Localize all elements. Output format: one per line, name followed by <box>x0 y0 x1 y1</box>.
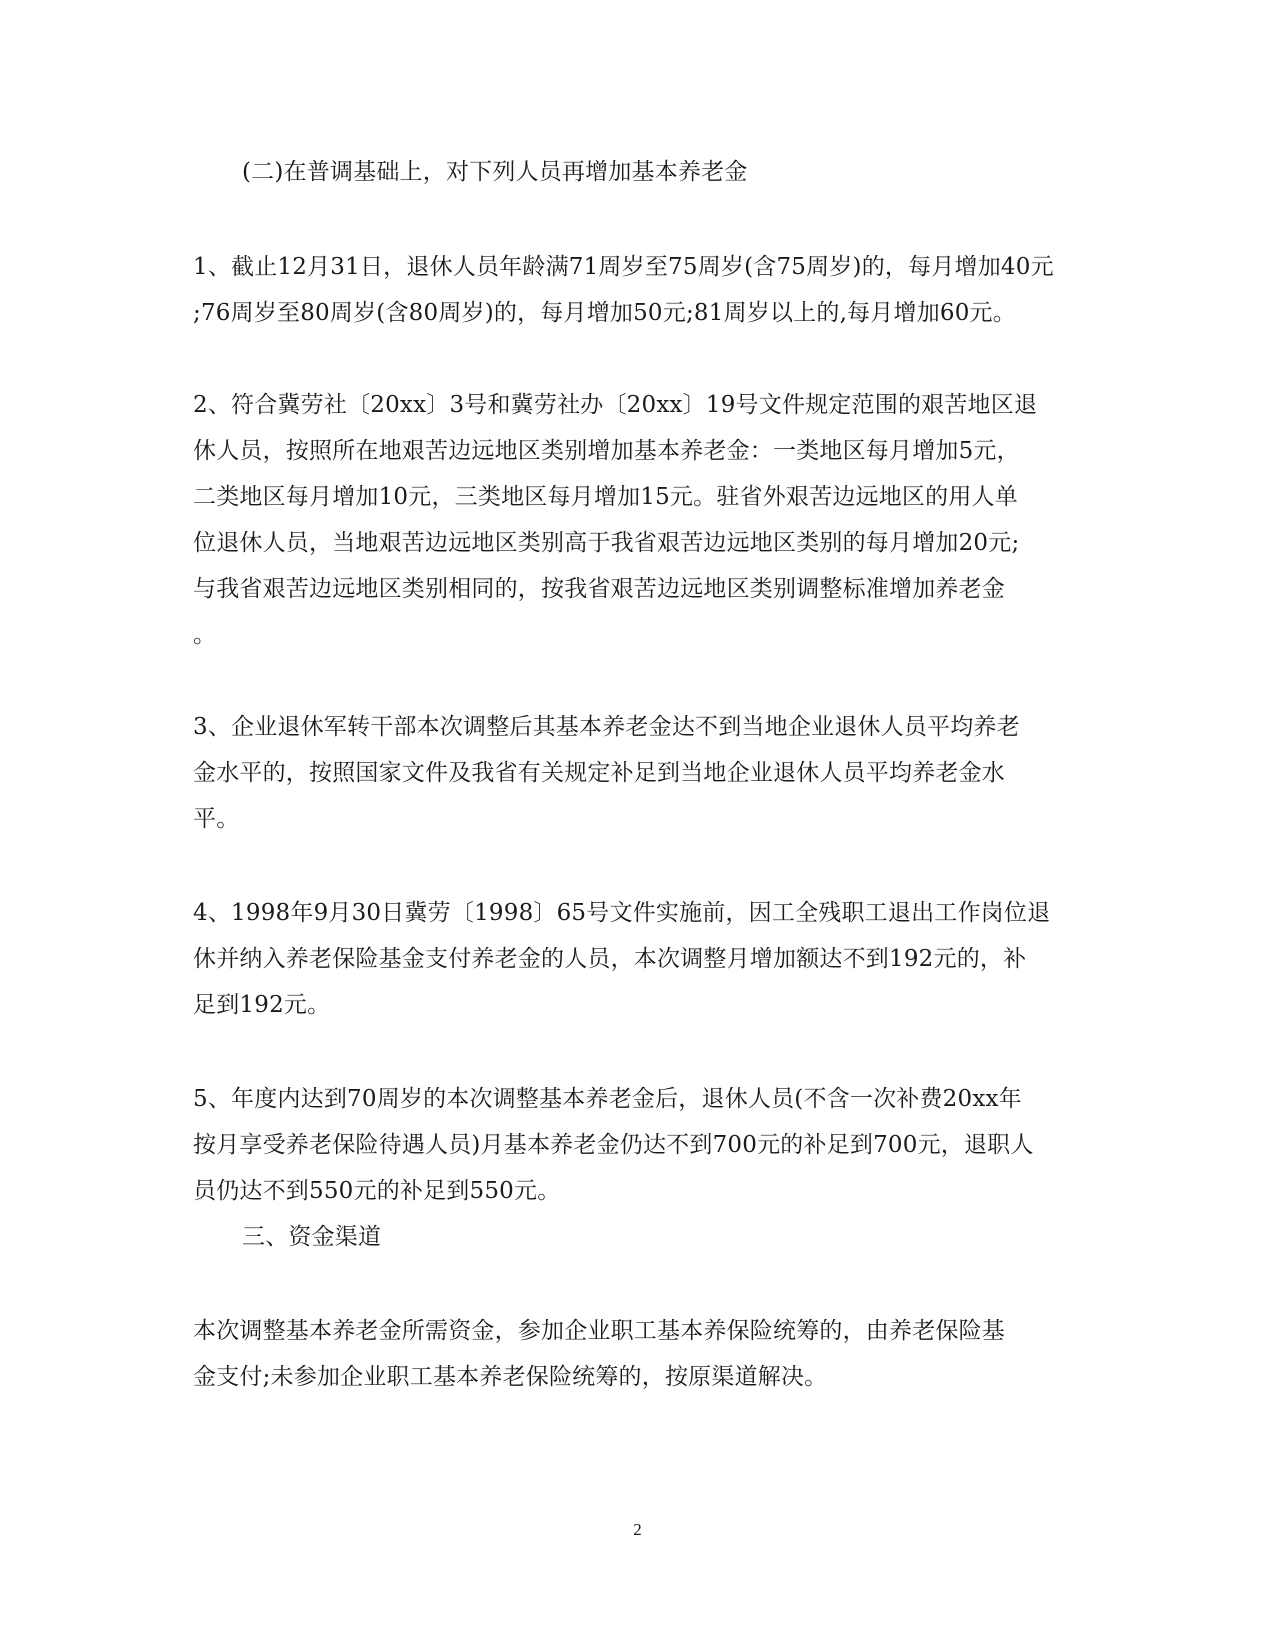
item-2-line-2: 休人员，按照所在地艰苦边远地区类别增加基本养老金：一类地区每月增加5元， <box>193 438 1020 464</box>
item-5-line-3: 员仍达不到550元的补足到550元。 <box>193 1178 561 1204</box>
item-1-line-2: ;76周岁至80周岁(含80周岁)的，每月增加50元;81周岁以上的,每月增加60元。 <box>193 300 1016 326</box>
section-three-line-2: 金支付;未参加企业职工基本养老保险统筹的，按原渠道解决。 <box>193 1364 828 1390</box>
item-4-line-2: 休并纳入养老保险基金支付养老金的人员，本次调整月增加额达不到192元的，补 <box>193 946 1027 972</box>
item-2-line-6: 。 <box>193 622 217 648</box>
item-5-line-2: 按月享受养老保险待遇人员)月基本养老金仍达不到700元的补足到700元，退职人 <box>193 1132 1034 1158</box>
item-3-line-1: 3、企业退休军转干部本次调整后其基本养老金达不到当地企业退休人员平均养老 <box>193 714 1020 740</box>
item-3-line-3: 平。 <box>193 806 240 832</box>
item-2-line-4: 位退休人员，当地艰苦边远地区类别高于我省艰苦边远地区类别的每月增加20元; <box>193 530 1020 556</box>
item-5-line-1: 5、年度内达到70周岁的本次调整基本养老金后，退休人员(不含一次补费20xx年 <box>193 1086 1022 1112</box>
section-three-heading: 三、资金渠道 <box>242 1224 382 1250</box>
item-2-line-1: 2、符合冀劳社〔20xx〕3号和冀劳社办〔20xx〕19号文件规定范围的艰苦地区退 <box>193 392 1038 418</box>
item-4-line-3: 足到192元。 <box>193 992 331 1018</box>
item-4-line-1: 4、1998年9月30日冀劳〔1998〕65号文件实施前，因工全残职工退出工作岗位退 <box>193 900 1051 926</box>
item-3-line-2: 金水平的，按照国家文件及我省有关规定补足到当地企业退休人员平均养老金水 <box>193 760 1005 786</box>
item-2-line-3: 二类地区每月增加10元，三类地区每月增加15元。驻省外艰苦边远地区的用人单 <box>193 484 1018 510</box>
page-number: 2 <box>633 1520 642 1539</box>
sub-heading: (二)在普调基础上，对下列人员再增加基本养老金 <box>242 159 748 185</box>
section-three-line-1: 本次调整基本养老金所需资金，参加企业职工基本养保险统筹的，由养老保险基 <box>193 1318 1005 1344</box>
item-2-line-5: 与我省艰苦边远地区类别相同的，按我省艰苦边远地区类别调整标准增加养老金 <box>193 576 1005 602</box>
item-1-line-1: 1、截止12月31日，退休人员年龄满71周岁至75周岁(含75周岁)的，每月增加40元 <box>193 254 1054 280</box>
